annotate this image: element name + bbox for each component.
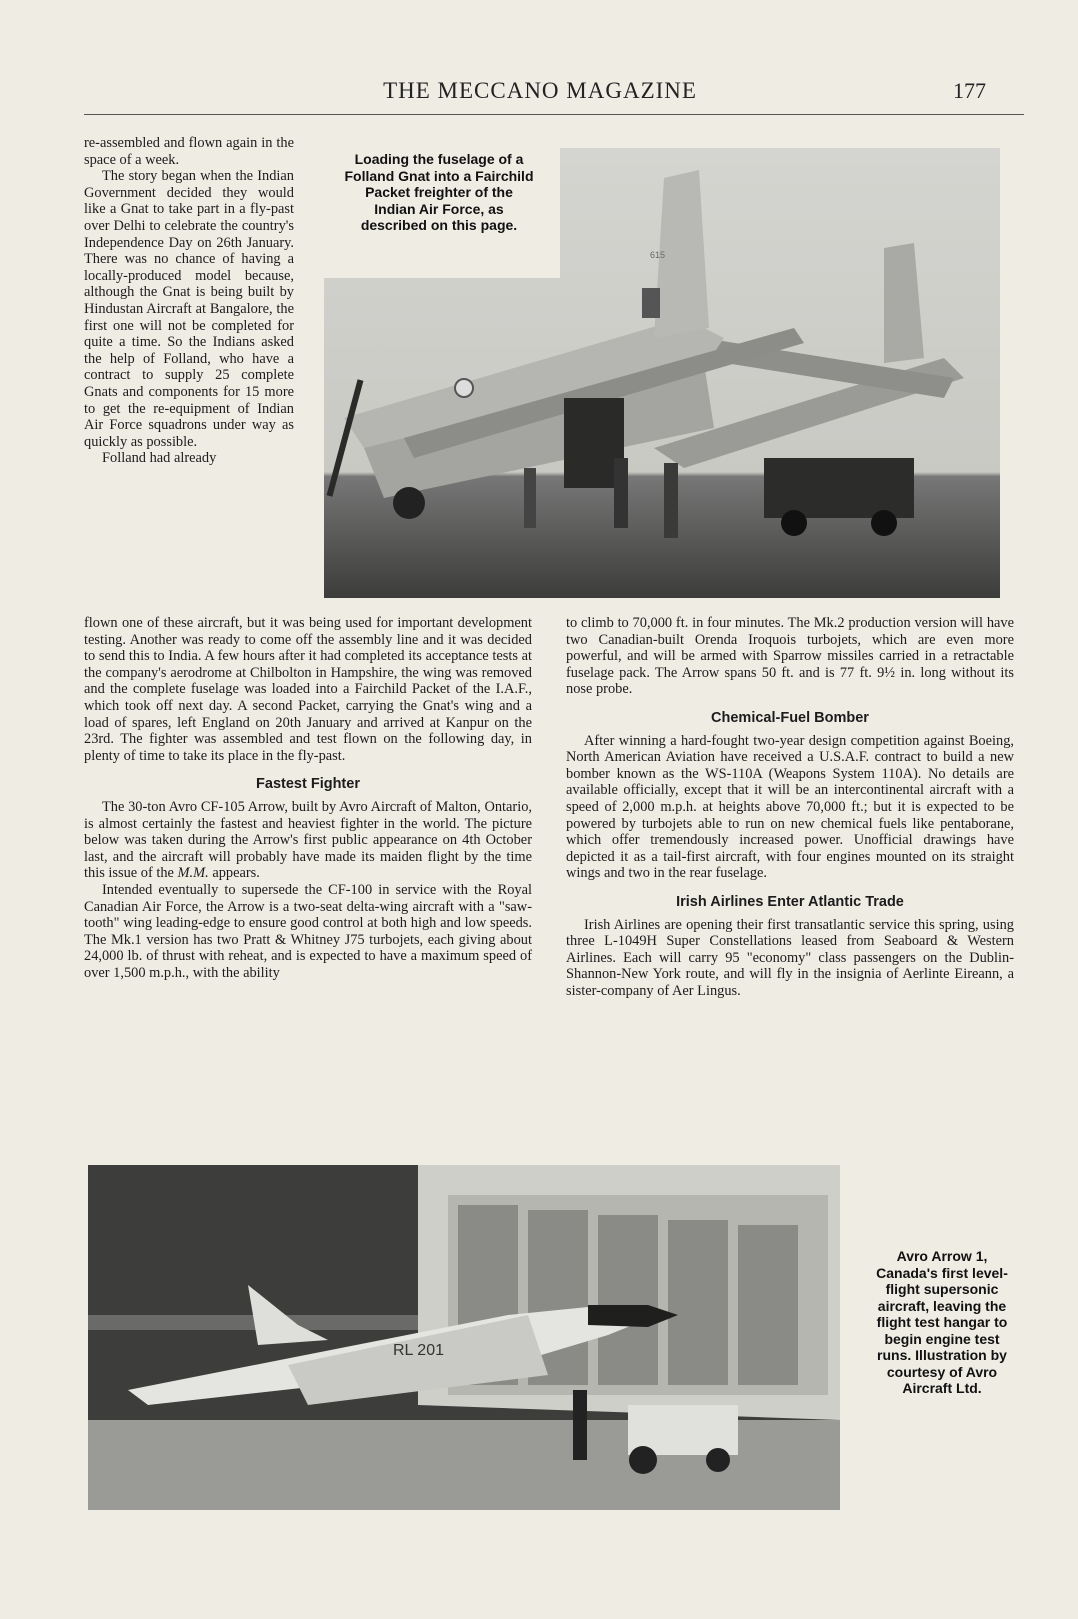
- fighter-paragraph-2: Intended eventually to supersede the CF-100 in service with the Royal Canadian Air Force, the Arrow is a two-seat delta-wing aircraft with a "saw-tooth" wing leading-edge to ensure good control at both high and low speeds. The Mk.1 version has two Pratt & Whitney J75 turbojets, each giving about 24,000 lb. of thrust with reheat, and is expected to have a maximum speed of over 1,500 m.p.h., with the ability: [84, 881, 532, 981]
- gnat-article-narrow: [84, 135, 294, 467]
- chemical-bomber-heading: Chemical-Fuel Bomber: [711, 709, 869, 726]
- gnat-paragraph-3-rest: flown one of these aircraft, but it was being used for important development testing. Another was ready to come off the assembly line and it was decided to send this to India. A few hours after it had completed its acceptance tests at the company's aerodrome at Chilbolton in Hampshire, the wing was removed and the complete fuselage was loaded into a Fairchild Packet of the I.A.F., which took off next day. A second Packet, carrying the Gnat's wing and a load of spares, left England on 20th January and arrived at Kanpur on the 23rd. The fighter was assembled and test flown on the following day, in plenty of time to take its place in the fly-past.: [84, 615, 532, 764]
- fastest-fighter-heading: Fastest Fighter: [256, 776, 360, 793]
- fighter-p1-text: The 30-ton Avro CF-105 Arrow, built by Avro Aircraft of Malton, Ontario, is almost certainly the fastest and heaviest fighter in the world. The picture below was taken during the Arrow's first public appearance on 4th October last, and the aircraft will probably have made its maiden flight by the time this issue of the: [84, 798, 532, 882]
- caption-avro-arrow: Avro Arrow 1, Canada's first level-flight supersonic aircraft, leaving the flight test hangar to begin engine test runs. Illustration by courtesy of Avro Aircraft Ltd.: [876, 1248, 1008, 1396]
- roundel-icon: [455, 379, 473, 397]
- page-number: 177: [953, 78, 986, 103]
- bomber-paragraph-1: After winning a hard-fought two-year design competition against Boeing, North American Aviation have received a U.S.A.F. contract to build a new bomber known as the WS-110A (Weapons System 110A). No details are available officially, except that it will be an intercontinental aircraft with a speed of 2,000 m.p.h. at heights above 70,000 ft.; but it is expected to be powered by turbojets able to run on new chemical fuels like pentaborane, which offer tremendously increased power. Unofficial drawings have depicted it as a tail-first aircraft, with four engines mounted on its straight wings and two in the rear fuselage.: [566, 732, 1014, 882]
- arrow-marking: RL 201: [393, 1342, 444, 1359]
- caption-packet: Loading the fuselage of a Folland Gnat into a Fairchild Packet freighter of the Indian Air Force, as described on this page.: [344, 151, 534, 233]
- irish-paragraph-1: Irish Airlines are opening their first transatlantic service this spring, using three L-1049H Super Constellations leased from Seaboard & Western Airlines. Each will carry 95 "economy" class passengers on the Dublin-Shannon-New York route, and will fly in the insignia of Aerlinte Eireann, a sister-company of Aer Lingus.: [566, 916, 1014, 999]
- photo-avro-arrow: [88, 1165, 840, 1510]
- irish-airlines-heading: Irish Airlines Enter Atlantic Trade: [676, 893, 904, 910]
- header-rule: [84, 114, 1024, 115]
- magazine-title: THE MECCANO MAGAZINE: [383, 78, 697, 103]
- fighter-p1-text-end: appears.: [208, 865, 260, 882]
- gnat-paragraph-1: re-assembled and flown again in the space of a week.: [84, 135, 294, 168]
- arrow-photo-drawing: [88, 1165, 840, 1510]
- left-column: [84, 615, 532, 981]
- gnat-paragraph-3-start: Folland had already: [102, 450, 217, 467]
- fighter-paragraph-3: to climb to 70,000 ft. in four minutes. The Mk.2 production version will have two Canadian-built Orenda Iroquois turbojets, which are even more powerful, and will be armed with Sparrow missiles carried in a retractable fuselage pack. The Arrow spans 50 ft. and is 77 ft. 9½ in. long without its nose probe.: [566, 615, 1014, 698]
- gnat-paragraph-2: The story began when the Indian Government decided they would like a Gnat to take part in a fly-past over Delhi to celebrate the country's Independence Day on 26th January. There was no chance of having a locally-produced model because, although the Gnat is being built by Hindustan Aircraft at Bangalore, the first one will not be completed for quite a time. So the Indians asked the help of Folland, who have a contract to supply 25 complete Gnats and components for 15 more to get the re-equipment of Indian Air Force squadrons under way as quickly as possible.: [84, 168, 294, 450]
- fighter-paragraph-1: [84, 799, 532, 882]
- fighter-p1-italic: M.M.: [177, 865, 209, 882]
- right-column: [566, 615, 1014, 999]
- packet-tail-marking: 615: [650, 250, 666, 260]
